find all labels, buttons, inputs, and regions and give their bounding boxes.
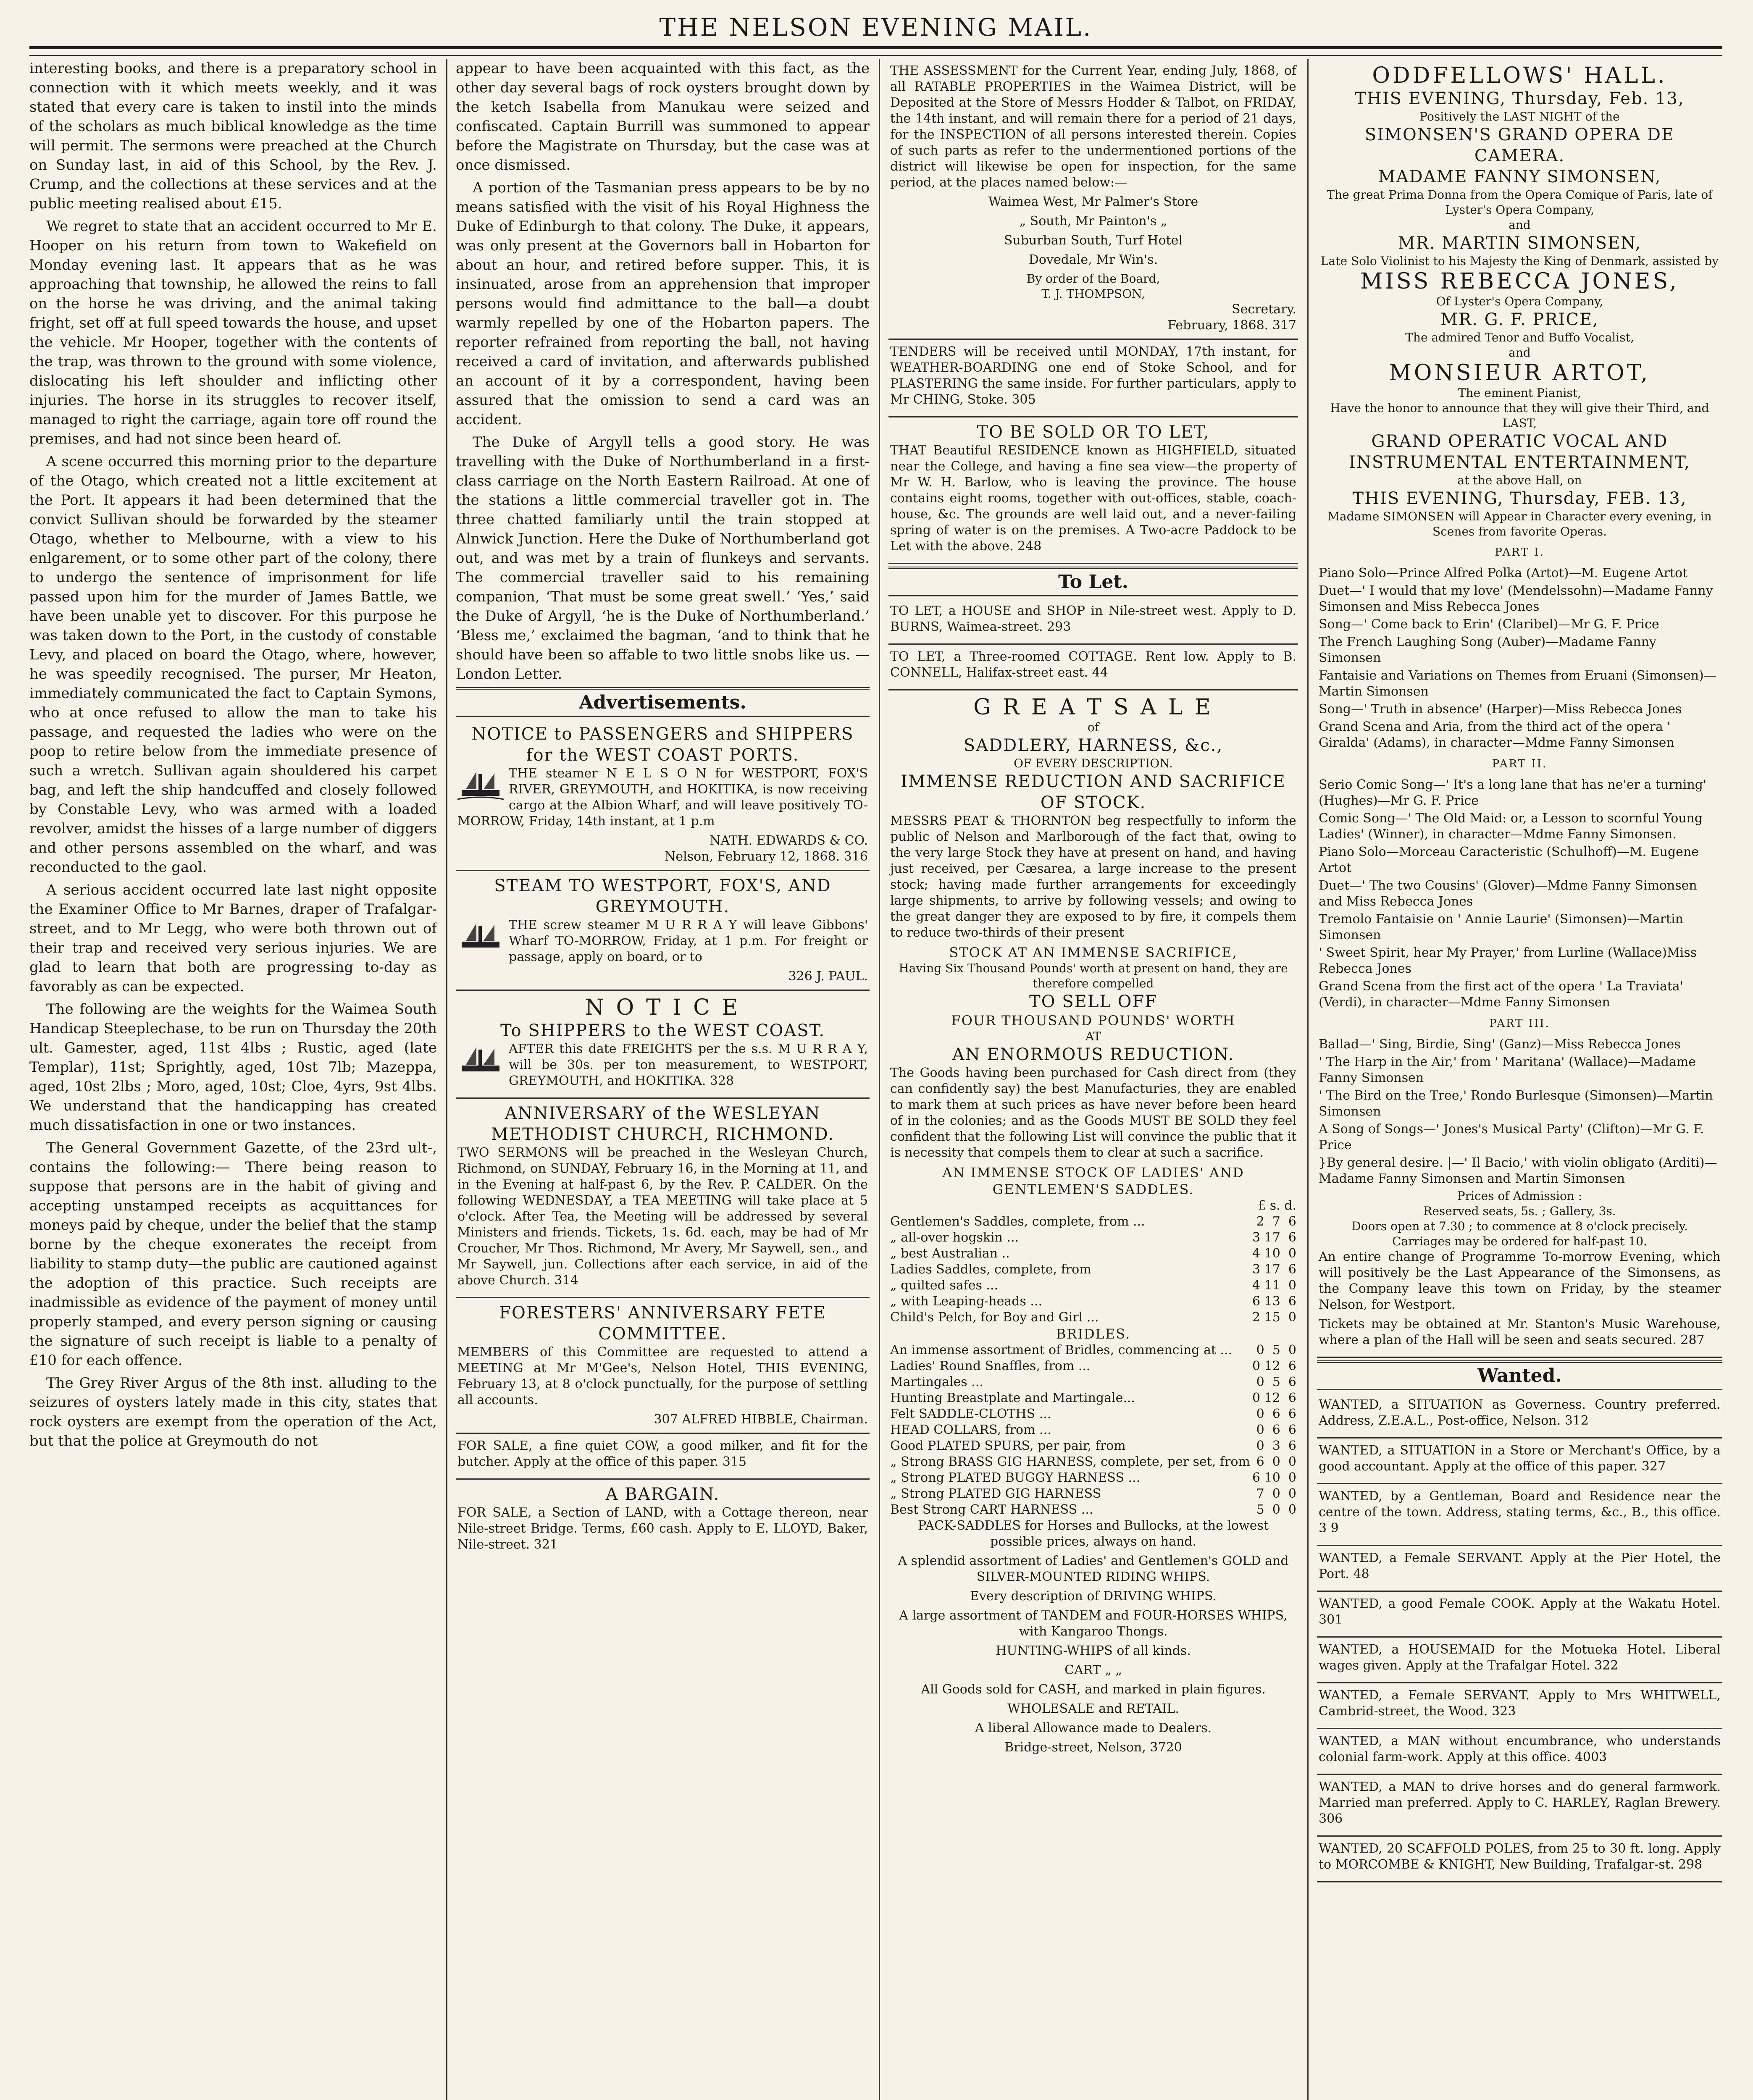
price-row [890, 1422, 1296, 1438]
ad-body: MEMBERS of this Committee are requested to attend a MEETING at Mr M'Gee's, Nelson Hotel, THIS EVENING, February 13, at 8 o'clock punctually, for the purpose of settling all accounts. [457, 1345, 868, 1407]
wanted-ad [1317, 1592, 1722, 1638]
wanted-ad [1317, 1729, 1722, 1775]
programme-part-heading: PART III. [1489, 1017, 1550, 1030]
price-item: Child's Pelch, for Boy and Girl ... [890, 1310, 1099, 1325]
admission-line: Tickets may be obtained at Mr. Stanton's Music Warehouse, where a plan of the Hall will be seen and seats secured. 287 [1319, 1317, 1721, 1347]
price-item: HEAD COLLARS, from ... [890, 1423, 1051, 1437]
sale-of: of [1087, 720, 1099, 734]
ad-bargain [456, 1480, 870, 1561]
stock-heading: AN IMMENSE STOCK OF LADIES' AND GENTLEMEN'S SADDLES. [942, 1165, 1244, 1197]
ad-list-item: Waimea West, Mr Palmer's Store [988, 194, 1198, 209]
concert-line: SIMONSEN'S GRAND OPERA DE CAMERA. [1364, 125, 1675, 165]
price-row [890, 1454, 1296, 1470]
sale-extra: A splendid assortment of Ladies' and Gentlemen's GOLD and SILVER-MOUNTED RIDING WHIPS. [898, 1554, 1289, 1584]
ad-signature: NATH. EDWARDS & CO. [710, 833, 868, 848]
wanted-list [1317, 1393, 1722, 1882]
section-heading-to-let: To Let. [888, 567, 1298, 596]
sale-extra: WHOLESALE and RETAIL. [1007, 1701, 1179, 1716]
concert-line: THIS EVENING, Thursday, FEB. 13, [1352, 489, 1687, 508]
programme-item: ' The Bird on the Tree,' Rondo Burlesque (Simonsen)—Martin Simonsen [1319, 1088, 1713, 1119]
price-item: „ Strong PLATED BUGGY HARNESS ... [890, 1470, 1141, 1485]
ad-heading: ODDFELLOWS' HALL. [1372, 63, 1667, 88]
steamship-icon [457, 917, 504, 955]
programme-list [1319, 777, 1721, 1011]
ad-body: WANTED, a MAN without encumbrance, who understands colonial farm-work. Apply at this office. 4003 [1319, 1734, 1721, 1764]
ad-signature: By order of the Board, [1026, 272, 1160, 286]
ad-steam-westport [456, 871, 870, 991]
bridles-list [890, 1342, 1296, 1518]
sale-extra: All Goods sold for CASH, and marked in plain figures. [921, 1682, 1266, 1697]
ad-body: WANTED, a HOUSEMAID for the Motueka Hotel. Liberal wages given. Apply at the Trafalgar Hotel. 322 [1319, 1642, 1721, 1673]
ad-body: THAT Beautiful RESIDENCE known as HIGHFIELD, situated near the College, and having a fine sea view—the property of Mr W. H. Barlow, who is leaving the province. The house contains eight rooms, together with out-offices, stable, coach-house, &c. The grounds are well laid out, and a never-failing spring of water is on the premises. A Two-acre Paddock to be Let with the above. 248 [890, 443, 1296, 554]
programme-item: Piano Solo—Morceau Caracteristic (Schulhoff)—M. Eugene Artot [1319, 845, 1699, 875]
ad-heading: A BARGAIN. [605, 1485, 720, 1504]
price-item: „ quilted safes ... [890, 1278, 999, 1293]
ad-body: FOR SALE, a fine quiet COW, a good milker, and fit for the butcher. Apply at the office of this paper. 315 [457, 1438, 868, 1469]
admission-line: Reserved seats, 5s. ; Gallery, 3s. [1423, 1204, 1616, 1218]
programme-item: Tremolo Fantaisie on ' Annie Laurie' (Simonsen)—Martin Simonsen [1319, 912, 1683, 942]
ad-highfield [888, 417, 1298, 564]
programme-item: Song—' Truth in absence' (Harper)—Miss Rebecca Jones [1319, 702, 1682, 717]
concert-line: and [1509, 346, 1531, 360]
ad-signature: T. J. THOMPSON, [1041, 287, 1145, 301]
price-item: Martingales ... [890, 1375, 983, 1389]
price-item: Good PLATED SPURS, per pair, from [890, 1438, 1126, 1453]
price-value: 0 12 6 [1252, 1391, 1296, 1405]
programme-item: Piano Solo—Prince Alfred Polka (Artot)—M. Eugene Artot [1319, 566, 1688, 580]
price-row [890, 1438, 1296, 1454]
column-4 [1317, 59, 1722, 2100]
price-item: Ladies' Round Snaffles, from ... [890, 1359, 1091, 1373]
concert-line: MR. MARTIN SIMONSEN, [1398, 234, 1642, 253]
concert-line: Positively the LAST NIGHT of the [1419, 110, 1620, 123]
sale-line: AN ENORMOUS REDUCTION. [952, 1045, 1235, 1064]
price-item: Best Strong CART HARNESS ... [890, 1502, 1093, 1517]
price-row [890, 1406, 1296, 1422]
concert-line: at the above Hall, on [1457, 473, 1582, 487]
programme-item: Grand Scena from the first act of the opera ' La Traviata' (Verdi), in character—Mdme Fanny Simonsen [1319, 979, 1684, 1010]
article-paragraph: The Duke of Argyll tells a good story. He was travelling with the Duke of Northumberland in a first-class carriage on the North Eastern Railroad. At one of the stations a little commercial traveller got in. The three chatted familiarly until the train stopped at Alnwick Junction. Here the Duke of Northumberland got out, and was met by a train of flunkeys and servants. The commercial traveller said to his remaining companion, ‘That must be some great swell.’ ‘Yes,’ said the Duke of Argyll, ‘he is the Duke of Northumberland.’ ‘Bless me,’ exclaimed the bagman, ‘and to think that he should have been so affable to two little snobs like us. —London Letter. [456, 434, 870, 682]
wanted-ad [1317, 1438, 1722, 1484]
programme-item: Comic Song—' The Old Maid: or, a Lesson to scornful Young Ladies' (Winner), in character—Mdme Fanny Simonsen. [1319, 811, 1703, 842]
ad-west-coast-ports [456, 719, 870, 871]
price-value: 0 6 6 [1256, 1407, 1296, 1421]
programme-list [1319, 1037, 1721, 1187]
price-value: 4 10 0 [1252, 1246, 1296, 1261]
ad-body: WANTED, a SITUATION in a Store or Merchant's Office, by a good accountant. Apply at the office of this paper. 327 [1319, 1443, 1721, 1474]
price-value: 6 10 0 [1252, 1470, 1296, 1485]
ad-to-let-cottage [888, 645, 1298, 690]
price-row [890, 1374, 1296, 1390]
price-value: 4 11 0 [1252, 1278, 1296, 1293]
bridles-heading: BRIDLES. [1056, 1326, 1131, 1342]
price-row [890, 1310, 1296, 1326]
ad-body: WANTED, 20 SCAFFOLD POLES, from 25 to 30 ft. long. Apply to MORCOMBE & KNIGHT, New Building, Trafalgar-st. 298 [1319, 1841, 1721, 1872]
ad-assessment [888, 59, 1298, 340]
programme-item: The French Laughing Song (Auber)—Madame Fanny Simonsen [1319, 635, 1656, 665]
price-value: 5 0 0 [1256, 1502, 1296, 1517]
price-row [890, 1486, 1296, 1502]
price-item: „ Strong BRASS GIG HARNESS, complete, per set, from [890, 1454, 1250, 1469]
ad-body: THE steamer N E L S O N for WESTPORT, FOX'S RIVER, GREYMOUTH, and HOKITIKA, is now receiving cargo at the Albion Wharf, and will leave positively TO-MORROW, Friday, 14th instant, at 1 p.m [457, 766, 868, 829]
price-item: Ladies Saddles, complete, from [890, 1262, 1091, 1277]
sale-extra: Every description of DRIVING WHIPS. [970, 1589, 1217, 1604]
ad-notice-shippers [456, 991, 870, 1099]
sale-extra: PACK-SADDLES for Horses and Bullocks, at the lowest possible prices, always on hand. [917, 1518, 1269, 1549]
concert-line: Madame SIMONSEN will Appear in Character every evening, in Scenes from favorite Operas. [1327, 509, 1712, 538]
programme-item: Duet—' I would that my love' (Mendelssohn)—Madame Fanny Simonsen and Miss Rebecca Jones [1319, 583, 1713, 614]
masthead: THE NELSON EVENING MAIL. [659, 13, 1093, 42]
concert-line: MISS REBECCA JONES, [1360, 269, 1679, 294]
wanted-ad [1317, 1546, 1722, 1592]
admission-line: Carriages may be ordered for half-past 10. [1392, 1234, 1647, 1248]
article-paragraph: The General Government Gazette, of the 23rd ult-, contains the following:— There being reason to suppose that persons are in the habit of giving and accepting unstamped receipts as acquittances for moneys paid by cheque, under the belief that the stamp borne by the cheque exonerates the receipt from liability to stamp duty—the public are cautioned against the adoption of this practice. Such receipts are inadmissible as evidence of the payment of money until properly stamped, and every person signing or causing the signature of such receipt is liable to a penalty of £10 for each offence. [29, 1139, 437, 1369]
price-row [890, 1246, 1296, 1262]
concert-line: and [1509, 218, 1531, 232]
concert-line: The eminent Pianist, [1458, 386, 1582, 400]
programme-list [1319, 565, 1721, 751]
ad-body: THE ASSESSMENT for the Current Year, ending July, 1868, of all RATABLE PROPERTIES in the Waimea District, will be Deposited at the Store of Messrs Hodder & Talbot, on FRIDAY, the 14th instant, and will remain there for a period of 21 days, for the INSPECTION of all persons interested therein. Copies of such parts as refer to the undermentioned portions of the district will likewise be open for inspection, for the same period, at the places named below:— [890, 63, 1296, 190]
ad-body: WANTED, a good Female COOK. Apply at the Wakatu Hotel. 301 [1319, 1596, 1721, 1627]
price-item: „ best Australian .. [890, 1246, 1010, 1261]
price-value: 6 0 0 [1256, 1454, 1296, 1469]
ad-list-item: Dovedale, Mr Win's. [1028, 252, 1158, 267]
price-row [890, 1230, 1296, 1246]
sale-subheading: IMMENSE REDUCTION AND SACRIFICE OF STOCK. [901, 772, 1286, 812]
ad-body: FOR SALE, a Section of LAND, with a Cottage thereon, near Nile-street Bridge. Terms, £60 cash. Apply to E. LLOYD, Baker, Nile-street. 321 [457, 1505, 868, 1552]
concert-line: GRAND OPERATIC VOCAL AND INSTRUMENTAL ENTERTAINMENT, [1349, 432, 1690, 472]
price-row [890, 1502, 1296, 1518]
ad-subheading: To SHIPPERS to the WEST COAST. [500, 1021, 825, 1040]
concert-line: The great Prima Donna from the Opera Comique of Paris, late of Lyster's Opera Company, [1327, 188, 1713, 217]
sale-title: SADDLERY, HARNESS, &c., [963, 736, 1223, 755]
admission-line: An entire change of Programme To-morrow Evening, which will positively be the Last Appearance of the Simonsens, as the Company leave this town on Friday, by the steamer Nelson, for Westport. [1319, 1250, 1721, 1312]
programme-item: A Song of Songs—' Jones's Musical Party' (Clifton)—Mr G. F. Price [1319, 1122, 1704, 1152]
ad-cow-for-sale [456, 1434, 870, 1480]
ad-footer: 326 J. PAUL. [788, 969, 868, 984]
ad-great-sale [888, 690, 1298, 1764]
price-list [890, 1214, 1296, 1326]
ad-heading: N O T I C E [585, 995, 741, 1020]
column-divider [879, 59, 880, 2100]
admission-line: Prices of Admission : [1457, 1189, 1582, 1203]
article-paragraph: The following are the weights for the Waimea South Handicap Steeplechase, to be run on Thursday the 20th ult. Gamester, aged, 11st 4lbs ; Rustic, aged (late Templar), 11st; Sprightly, aged, 10st 7lb; Mazeppa, aged, 10st 2lbs ; Moro, aged, 10st; Cloe, 4yrs, 9st 4lbs. We understand that the handicapping has created much dissatisfaction in one or two instances. [29, 1001, 437, 1134]
sale-desc: OF EVERY DESCRIPTION. [1014, 756, 1173, 770]
steamship-icon [457, 766, 504, 803]
ad-list-item: Suburban South, Turf Hotel [1004, 233, 1183, 248]
sale-line: STOCK AT AN IMMENSE SACRIFICE, [949, 945, 1238, 961]
sale-line: Having Six Thousand Pounds' worth at present on hand, they are therefore compelled [899, 961, 1288, 990]
ad-list-item: „ South, Mr Painton's „ [1019, 214, 1167, 228]
concert-line: The admired Tenor and Buffo Vocalist, [1405, 331, 1634, 344]
ad-body: THE screw steamer M U R R A Y will leave Gibbons' Wharf TO-MORROW, Friday, at 1 p.m. For freight or passage, apply on board, or to [509, 918, 868, 964]
ad-body: WANTED, a MAN to drive horses and do general farmwork. Married man preferred. Apply to C. HARLEY, Raglan Brewery. 306 [1319, 1780, 1721, 1826]
wanted-ad [1317, 1775, 1722, 1837]
column-2 [456, 59, 870, 2100]
article-paragraph: A scene occurred this morning prior to the departure of the Otago, which created not a little excitement at the Port. It appears it had been determined that the convict Sullivan should be forwarded by the steamer Otago, whether to Melbourne, with a view to his enlgarement, or to some other part of the colony, there to undergo the sentence of imprisonment for life passed upon him for the murder of James Battle, we have been unable yet to discover. For this purpose he was taken down to the Port, in the custody of constable Levy, and placed on board the Otago, where, however, he was speedily recognised. The purser, Mr Heaton, immediately communicated the fact to Captain Symons, who at once refused to allow the man to take his passage, and requested the ladies who were on the poop to retire below from the immediate presence of such a wretch. Sullivan again shouldered his carpet bag, and left the ship handcuffed and closely followed by Constable Levy, who was armed with a loaded revolver, amidst the hisses of a large number of diggers and other persons assembled on the wharf, and was reconducted to the gaol. [29, 453, 437, 876]
price-value: 0 3 6 [1256, 1438, 1296, 1453]
ad-heading: TO BE SOLD OR TO LET, [977, 423, 1210, 442]
price-item: Hunting Breastplate and Martingale... [890, 1391, 1135, 1405]
price-value: 0 5 0 [1256, 1343, 1296, 1357]
price-row [890, 1470, 1296, 1486]
programme-item: Grand Scena and Aria, from the third act of the opera ' Giralda' (Adams), in character—Mdme Fanny Simonsen [1319, 719, 1674, 750]
sale-line: AT [1085, 1029, 1101, 1043]
sale-extra: CART „ „ [1064, 1663, 1122, 1677]
price-value: 7 0 0 [1256, 1486, 1296, 1501]
ad-heading: FORESTERS' ANNIVERSARY FETE COMMITTEE. [499, 1303, 826, 1344]
price-row [890, 1342, 1296, 1358]
concert-line: MONSIEUR ARTOT, [1389, 360, 1651, 386]
steamship-icon [457, 1041, 504, 1079]
price-value: 2 15 0 [1252, 1310, 1296, 1325]
price-row [890, 1294, 1296, 1310]
article-paragraph: A portion of the Tasmanian press appears to be by no means satisfied with the visit of his Royal Highness the Duke of Edinburgh to that colony. The Duke, it appears, was only present at the Governors ball in Hobarton for about an hour, and retired before supper. This, it is insinuated, arose from an apprehension that improper persons would find admittance to the ball—a doubt warmly repelled by one of the Hobarton papers. The reporter refrained from reporting the ball, not having received a card of invitation, and afterwards published an account of it by a correspondent, having been assured that the omission to send a card was an accident. [456, 179, 870, 428]
price-item: Gentlemen's Saddles, complete, from ... [890, 1214, 1145, 1229]
price-value: 3 17 6 [1252, 1262, 1296, 1277]
ad-body: WANTED, a Female SERVANT. Apply to Mrs WHITWELL, Cambrid-street, the Wood. 323 [1319, 1688, 1721, 1719]
ad-footer: Nelson, February 12, 1868. 316 [665, 849, 868, 864]
ad-signature: Secretary. [1232, 302, 1296, 317]
ad-body: TO LET, a HOUSE and SHOP in Nile-street west. Apply to D. BURNS, Waimea-street. 293 [890, 604, 1296, 634]
price-value: 6 13 6 [1252, 1294, 1296, 1309]
ad-body: TO LET, a Three-roomed COTTAGE. Rent low. Apply to B. CONNELL, Halifax-street east. 44 [890, 649, 1296, 680]
price-item: „ with Leaping-heads ... [890, 1294, 1042, 1309]
price-row [890, 1358, 1296, 1374]
programme-part-heading: PART I. [1495, 546, 1545, 559]
columns [29, 59, 1722, 2100]
column-divider [1307, 59, 1309, 2100]
column-3 [888, 59, 1298, 2100]
programme-item: Serio Comic Song—' It's a long lane that has ne'er a turning' (Hughes)—Mr G. F. Price [1319, 777, 1707, 808]
concert-line: MR. G. F. PRICE, [1440, 310, 1599, 329]
ad-footer: February, 1868. 317 [1167, 318, 1296, 333]
ad-tenders [888, 340, 1298, 417]
article-paragraph: We regret to state that an accident occurred to Mr E. Hooper on his return from town to Wakefield on Monday evening last. It appears that as he was approaching that township, he allowed the reins to fall on the horse he was driving, and the animal taking fright, set off at full speed towards the house, and upset the vehicle. Mr Hooper, together with the contents of the trap, was thrown to the ground with some violence, dislocating his left shoulder and inflicting other injuries. The horse in its struggles to recover itself, managed to right the carriage, again tore off round the premises, and had not since been heard of. [29, 218, 437, 447]
programme-item: Fantaisie and Variations on Themes from Eruani (Simonsen)—Martin Simonsen [1319, 668, 1716, 699]
article-paragraph: interesting books, and there is a preparatory school in connection with it which meets weekly, and it was stated that every care is taken to instil into the minds of the scholars as much biblical knowledge as the time will permit. The sermons were preached at the Church on Sunday last, in aid of this School, by the Rev. J. Crump, and the collections at these services and at the public meeting realised about £15. [29, 60, 437, 212]
concert-line: Have the honor to announce that they will give their Third, and LAST, [1330, 401, 1709, 430]
ad-heading: ANNIVERSARY of the WESLEYAN METHODIST CHURCH, RICHMOND. [491, 1104, 834, 1144]
programme-item: Ballad—' Sing, Birdie, Sing' (Ganz)—Miss Rebecca Jones [1319, 1037, 1681, 1052]
programme-item: }By general desire. |—' Il Bacio,' with violin obligato (Arditi)—Madame Fanny Simonsen and Martin Simonsen [1319, 1155, 1717, 1186]
wanted-ad [1317, 1683, 1722, 1729]
newspaper-page [29, 8, 1722, 2100]
programme-part-heading: PART II. [1492, 758, 1548, 770]
wanted-ad [1317, 1484, 1722, 1546]
ad-wesleyan-anniversary [456, 1099, 870, 1298]
programme-item: ' Sweet Spirit, hear My Prayer,' from Lurline (Wallace)Miss Rebecca Jones [1319, 945, 1697, 976]
admission-line: Doors open at 7.30 ; to commence at 8 o'clock precisely. [1351, 1219, 1688, 1233]
sale-extra: A large assortment of TANDEM and FOUR-HORSES WHIPS, with Kangaroo Thongs. [899, 1608, 1288, 1639]
ad-body: TWO SERMONS will be preached in the Wesleyan Church, Richmond, on SUNDAY, February 16, in the Morning at 11, and in the Evening at half-past 6, by the Rev. P. CALDER. On the following WEDNESDAY, a TEA MEETING will take place at 5 o'clock. After Tea, the Meeting will be addressed by several Ministers and friends. Tickets, 1s. 6d. each, may be had of Mr Croucher, Mr Thos. Richmond, Mr Avery, Mr Saywell, sen., and Mr Saywell, jun. Collections after each service, in aid of the above Church. 314 [457, 1145, 868, 1288]
programme-item: Duet—' The two Cousins' (Glover)—Mdme Fanny Simonsen and Miss Rebecca Jones [1319, 878, 1697, 909]
masthead-rule [29, 46, 1722, 56]
concert-line: Of Lyster's Opera Company, [1436, 294, 1603, 308]
sale-heading: G R E A T S A L E [973, 695, 1213, 720]
price-value: 0 6 6 [1256, 1423, 1296, 1437]
wanted-ad [1317, 1393, 1722, 1438]
sale-line: FOUR THOUSAND POUNDS' WORTH [951, 1013, 1235, 1029]
programme-item: Song—' Come back to Erin' (Claribel)—Mr G. F. Price [1319, 617, 1659, 632]
price-item: Felt SADDLE-CLOTHS ... [890, 1407, 1051, 1421]
ad-body: AFTER this date FREIGHTS per the s.s. M U R R A Y, will be 30s. per ton measurement, to WESTPORT, GREYMOUTH, and HOKITIKA. 328 [509, 1042, 868, 1088]
price-item: An immense assortment of Bridles, commencing at ... [890, 1343, 1233, 1357]
article-paragraph: appear to have been acquainted with this fact, as the other day several bags of rock oysters brought down by the ketch Isabella from Manukau were seized and confiscated. Captain Burrill was summoned to appear before the Magistrate on Thursday, but the case was at once dismissed. [456, 60, 870, 173]
ad-body: The Goods having been purchased for Cash direct from (they can confidently say) the best Manufacturies, they are enabled to mark them at such prices as have never before been heard of in the colonies; and as the Goods MUST BE SOLD they feel confident that the following List will convince the public that it is necessity that compels them to clear at such a sacrifice. [890, 1066, 1296, 1160]
ad-body: WANTED, by a Gentleman, Board and Residence near the centre of the town. Address, stating terms, &c., B., this office. 3 9 [1319, 1489, 1721, 1536]
price-row [890, 1390, 1296, 1406]
ad-to-let-house [888, 599, 1298, 645]
ad-body: WANTED, a Female SERVANT. Apply at the Pier Hotel, the Port. 48 [1319, 1551, 1721, 1581]
ad-footer: 307 ALFRED HIBBLE, Chairman. [654, 1412, 868, 1427]
price-row [890, 1278, 1296, 1294]
price-value: 0 5 6 [1256, 1375, 1296, 1389]
price-row [890, 1262, 1296, 1278]
section-heading-advertisements: Advertisements. [456, 687, 870, 717]
column-1 [29, 59, 437, 2100]
sale-extra: HUNTING-WHIPS of all kinds. [996, 1643, 1191, 1658]
article-paragraph: A serious accident occurred late last night opposite the Examiner Office to Mr Barnes, draper of Trafalgar-street, and to Mr Legg, who were both thrown out of their trap and received very serious injuries. We are glad to learn that both are progressing to-day as favorably as can be expected. [29, 882, 437, 995]
price-item: „ all-over hogskin ... [890, 1230, 1019, 1245]
price-row [890, 1214, 1296, 1230]
article-paragraph: The Grey River Argus of the 8th inst. alluding to the seizures of oysters lately made in this city, states that rock oysters are exempt from the operation of the Act, but that the police at Greymouth do not [29, 1375, 437, 1449]
price-item: „ Strong PLATED GIG HARNESS [890, 1486, 1101, 1501]
sale-line: TO SELL OFF [1029, 992, 1157, 1011]
ad-heading: STEAM TO WESTPORT, FOX'S, AND GREYMOUTH. [494, 876, 831, 916]
column-divider [446, 59, 447, 2100]
programme-item: ' The Harp in the Air,' from ' Maritana' (Wallace)—Madame Fanny Simonsen [1319, 1055, 1696, 1085]
price-columns: £ s. d. [1258, 1198, 1296, 1213]
sale-extra: A liberal Allowance made to Dealers. [975, 1721, 1212, 1735]
wanted-ad [1317, 1837, 1722, 1882]
ad-body: TENDERS will be received until MONDAY, 17th instant, for WEATHER-BOARDING one end of Stoke School, and for PLASTERING the same inside. For further particulars, apply to Mr CHING, Stoke. 305 [890, 344, 1296, 407]
section-heading-wanted: Wanted. [1317, 1360, 1722, 1390]
price-value: 2 7 6 [1256, 1214, 1296, 1229]
ad-foresters-fete [456, 1298, 870, 1434]
ad-heading: NOTICE to PASSENGERS and SHIPPERS for the WEST COAST PORTS. [471, 724, 854, 765]
price-value: 3 17 6 [1252, 1230, 1296, 1245]
ad-oddfellows-concert [1317, 59, 1722, 1358]
ad-body: MESSRS PEAT & THORNTON beg respectfully to inform the public of Nelson and Marlborough of the fact that, owing to the very large Stock they have at present on hand, and having just received, per Cæsarea, a large increase to the present stock; having made further arrangements for exceedingly large shipments, to arrive by following vessels; and owing to the great danger they are exposed to by fire, it compels them to reduce two-thirds of their present [890, 814, 1296, 940]
price-value: 0 12 6 [1252, 1359, 1296, 1373]
concert-line: Late Solo Violinist to his Majesty the King of Denmark, assisted by [1320, 254, 1719, 268]
wanted-ad [1317, 1638, 1722, 1683]
concert-line: THIS EVENING, Thursday, Feb. 13, [1355, 89, 1685, 108]
concert-line: MADAME FANNY SIMONSEN, [1378, 167, 1661, 186]
sale-extra: Bridge-street, Nelson, 3720 [1004, 1740, 1182, 1755]
ad-body: WANTED, a SITUATION as Governess. Country preferred. Address, Z.E.A.L., Post-office, Nelson. 312 [1319, 1397, 1721, 1428]
